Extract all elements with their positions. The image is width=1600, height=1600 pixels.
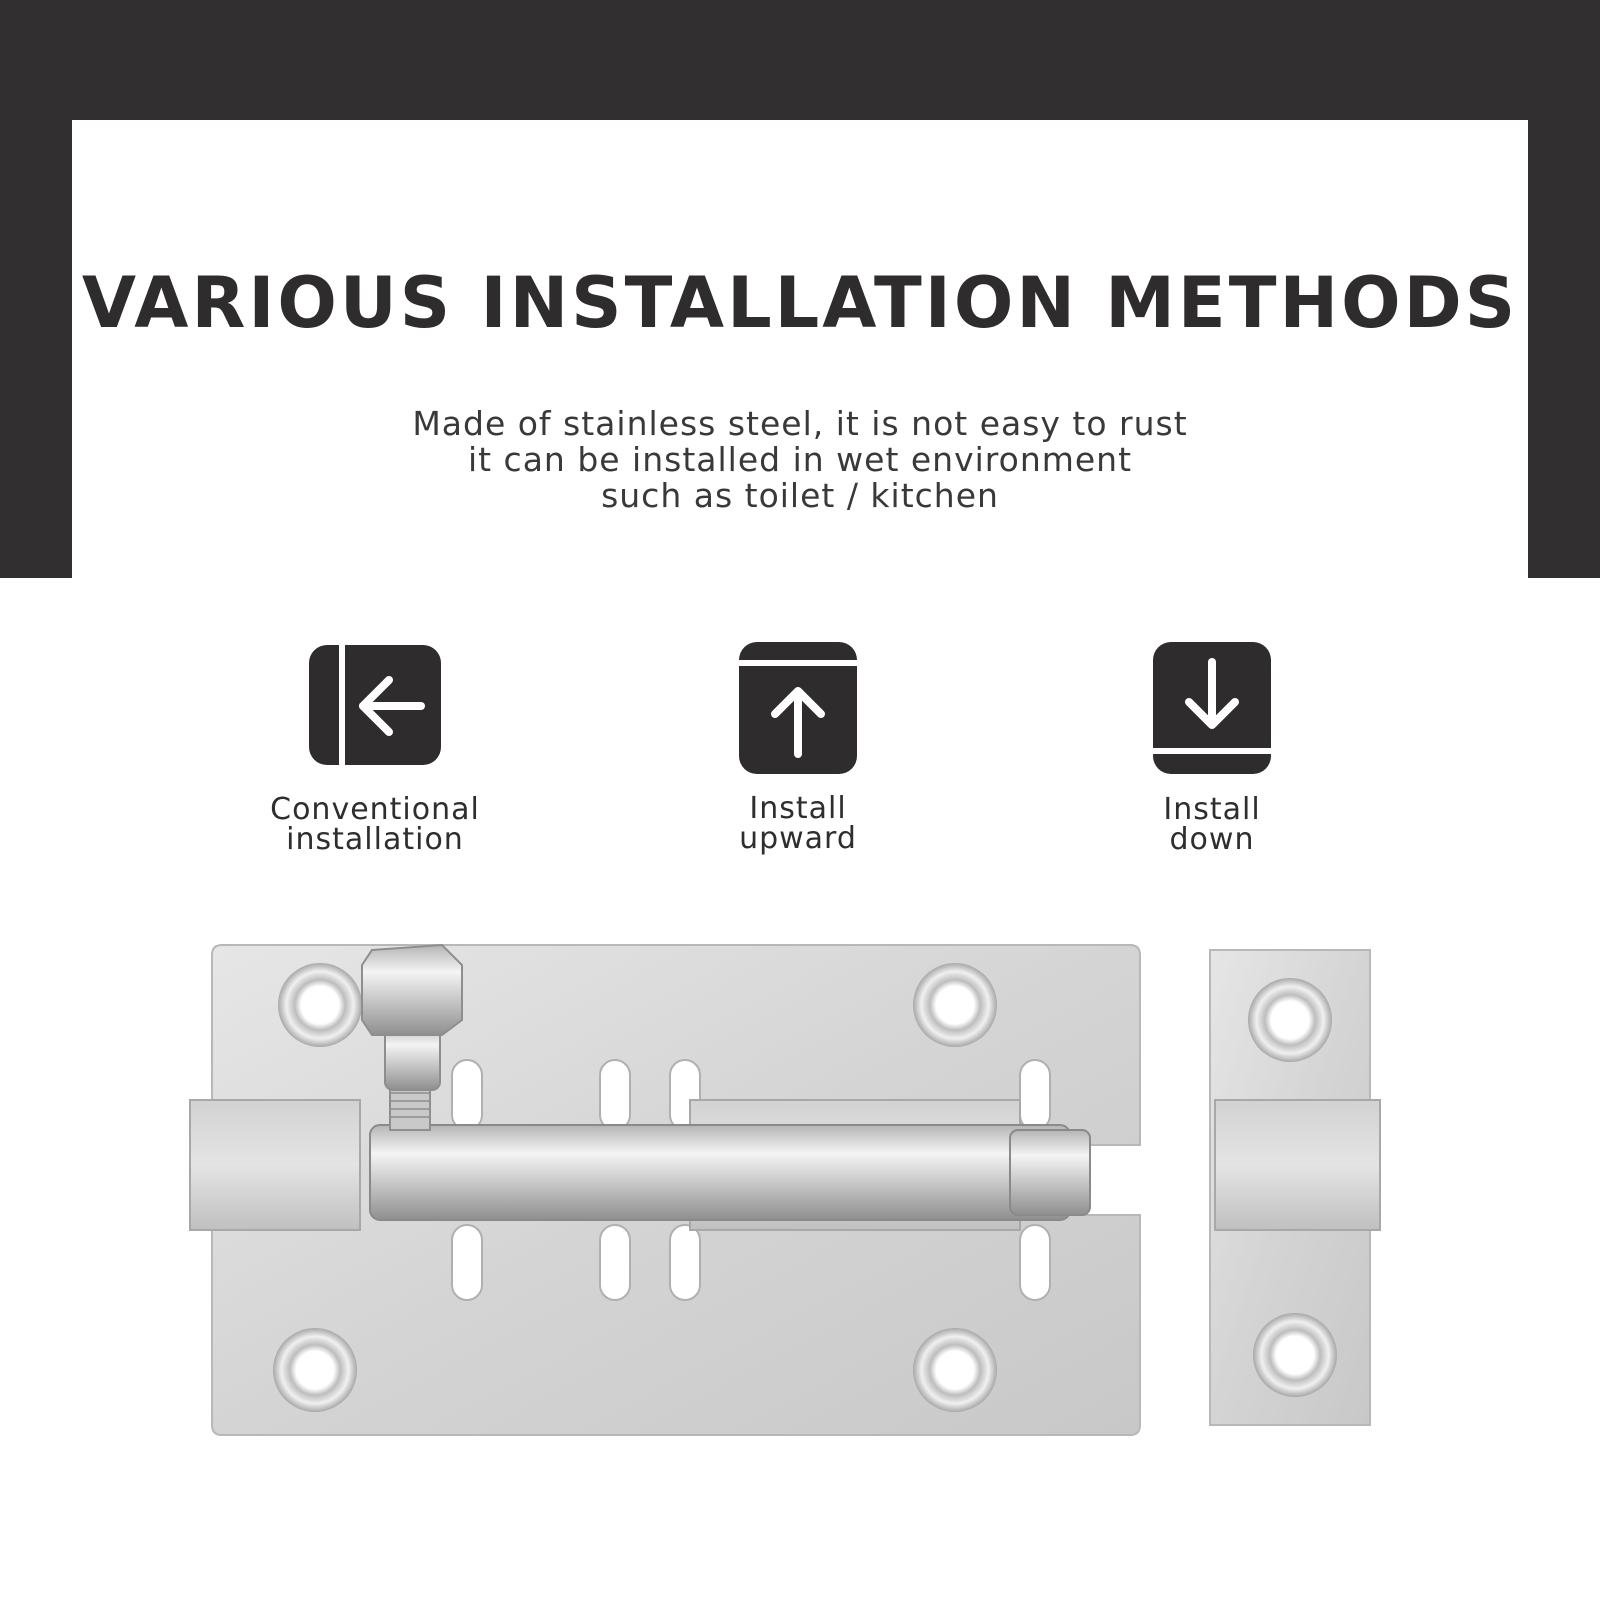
method-down — [1062, 642, 1362, 857]
title-panel — [72, 120, 1528, 600]
barrel-bolt-latch-image — [180, 925, 1420, 1485]
method-label-line: Install — [1163, 792, 1261, 827]
arrow-up-icon — [739, 642, 857, 774]
method-label — [648, 791, 948, 856]
method-label-line: Install — [749, 791, 847, 826]
subtitle-line: it can be installed in wet environment — [467, 440, 1133, 479]
page-title: VARIOUS INSTALLATION METHODS — [81, 262, 1519, 344]
method-label-line: upward — [739, 821, 857, 856]
method-label — [1062, 792, 1362, 857]
arrow-down-icon — [1153, 642, 1271, 774]
method-conventional — [225, 645, 525, 857]
subtitle — [0, 406, 1600, 514]
method-label-line: down — [1169, 822, 1255, 857]
method-label — [225, 792, 525, 857]
subtitle-line: Made of stainless steel, it is not easy to rust — [412, 404, 1188, 443]
method-upward — [648, 642, 948, 856]
subtitle-line: such as toilet / kitchen — [601, 476, 999, 515]
arrow-left-icon — [309, 645, 441, 765]
method-label-line: installation — [286, 822, 464, 857]
method-label-line: Conventional — [270, 792, 480, 827]
